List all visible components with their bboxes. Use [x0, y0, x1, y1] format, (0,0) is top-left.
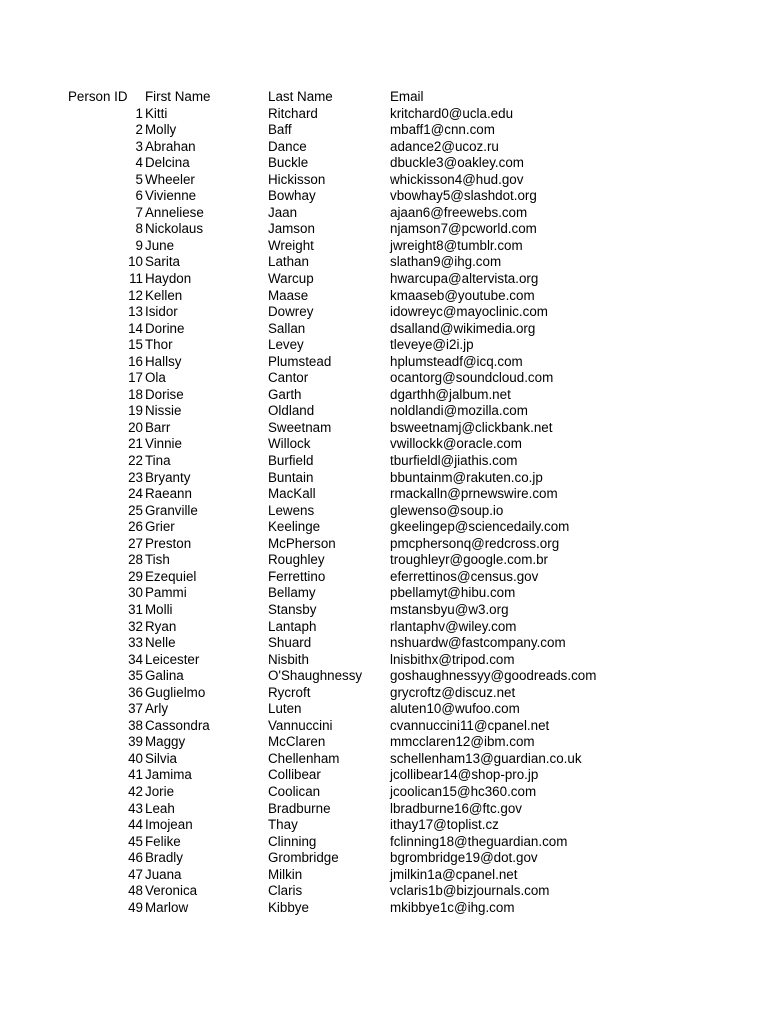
email-cell: bsweetnamj@clickbank.net [390, 419, 553, 435]
person-id-cell: 34 [128, 651, 143, 667]
last-name-cell: Burfield [268, 453, 314, 469]
person-id-cell: 29 [128, 568, 143, 584]
email-cell: kmaaseb@youtube.com [390, 287, 535, 303]
email-cell: aluten10@wufoo.com [390, 701, 520, 717]
email-cell: mstansbyu@w3.org [390, 601, 509, 617]
email-cell: mkibbye1c@ihg.com [390, 899, 515, 915]
first-name-cell: Juana [145, 866, 182, 882]
person-id-cell: 9 [135, 237, 143, 253]
table-row [0, 403, 768, 420]
last-name-cell: Dowrey [268, 304, 314, 320]
first-name-cell: Grier [145, 519, 175, 535]
person-id-cell: 3 [135, 138, 143, 154]
last-name-cell: Buckle [268, 155, 309, 171]
table-row [0, 453, 768, 470]
person-id-cell: 49 [128, 899, 143, 915]
last-name-cell: Ferrettino [268, 568, 326, 584]
first-name-cell: Veronica [145, 883, 198, 899]
first-name-cell: Vinnie [145, 436, 182, 452]
email-cell: tburfieldl@jiathis.com [390, 453, 518, 469]
email-cell: hplumsteadf@icq.com [390, 353, 523, 369]
last-name-cell: MacKall [268, 486, 316, 502]
person-id-cell: 32 [128, 618, 143, 634]
first-name-cell: Arly [145, 701, 169, 717]
email-cell: jwreight8@tumblr.com [390, 237, 523, 253]
table-row [0, 486, 768, 503]
email-cell: nshuardw@fastcompany.com [390, 635, 566, 651]
email-cell: pmcphersonq@redcross.org [390, 535, 560, 551]
first-name-cell: Wheeler [145, 171, 195, 187]
last-name-cell: Cantor [268, 370, 309, 386]
email-cell: mbaff1@cnn.com [390, 122, 495, 138]
table-row [0, 254, 768, 271]
last-name-cell: Wreight [268, 237, 314, 253]
email-cell: bgrombridge19@dot.gov [390, 850, 538, 866]
person-id-cell: 30 [128, 585, 143, 601]
email-cell: lbradburne16@ftc.gov [390, 800, 522, 816]
table-row [0, 619, 768, 636]
last-name-cell: Grombridge [268, 850, 339, 866]
person-id-cell: 7 [135, 204, 143, 220]
person-id-cell: 4 [135, 155, 143, 171]
last-name-cell: McClaren [268, 734, 326, 750]
header-first-name: First Name [145, 89, 211, 104]
first-name-cell: Sarita [145, 254, 180, 270]
first-name-cell: Isidor [145, 304, 178, 320]
table-row [0, 436, 768, 453]
person-id-cell: 38 [128, 717, 143, 733]
email-cell: kritchard0@ucla.edu [390, 105, 514, 121]
person-id-cell: 46 [128, 850, 143, 866]
person-id-cell: 26 [128, 519, 143, 535]
person-id-cell: 28 [128, 552, 143, 568]
header-person-id: Person ID [68, 89, 128, 104]
last-name-cell: Kibbye [268, 899, 309, 915]
last-name-cell: Baff [268, 122, 292, 138]
person-id-cell: 2 [135, 122, 143, 138]
first-name-cell: Preston [145, 535, 192, 551]
person-id-cell: 48 [128, 883, 143, 899]
last-name-cell: Sweetnam [268, 419, 332, 435]
last-name-cell: Milkin [268, 866, 303, 882]
first-name-cell: Dorine [145, 320, 185, 336]
email-cell: ocantorg@soundcloud.com [390, 370, 554, 386]
first-name-cell: Jorie [145, 783, 175, 799]
table-row [0, 718, 768, 735]
table-row [0, 321, 768, 338]
person-id-cell: 44 [128, 817, 143, 833]
person-table [0, 89, 768, 916]
email-cell: grycroftz@discuz.net [390, 684, 516, 700]
first-name-cell: Bradly [145, 850, 183, 866]
person-id-cell: 12 [128, 287, 143, 303]
table-row [0, 867, 768, 884]
first-name-cell: Bryanty [145, 469, 191, 485]
last-name-cell: Jamson [268, 221, 315, 237]
email-cell: dgarthh@jalbum.net [390, 386, 511, 402]
last-name-cell: Sallan [268, 320, 306, 336]
table-row [0, 668, 768, 685]
email-cell: slathan9@ihg.com [390, 254, 502, 270]
email-cell: vbowhay5@slashdot.org [390, 188, 537, 204]
person-id-cell: 43 [128, 800, 143, 816]
last-name-cell: Lathan [268, 254, 309, 270]
person-id-cell: 25 [128, 502, 143, 518]
table-row [0, 106, 768, 123]
table-row [0, 503, 768, 520]
person-id-cell: 47 [128, 866, 143, 882]
table-row [0, 122, 768, 139]
table-row [0, 238, 768, 255]
person-id-cell: 27 [128, 535, 143, 551]
email-cell: eferrettinos@census.gov [390, 568, 539, 584]
email-cell: troughleyr@google.com.br [390, 552, 548, 568]
person-id-cell: 13 [128, 304, 143, 320]
last-name-cell: Willock [268, 436, 311, 452]
person-id-cell: 8 [135, 221, 143, 237]
last-name-cell: Dance [268, 138, 307, 154]
first-name-cell: Maggy [145, 734, 186, 750]
email-cell: jcoolican15@hc360.com [390, 783, 537, 799]
first-name-cell: June [145, 237, 175, 253]
first-name-cell: Marlow [145, 899, 189, 915]
person-id-cell: 37 [128, 701, 143, 717]
person-id-cell: 21 [128, 436, 143, 452]
table-row [0, 652, 768, 669]
last-name-cell: Buntain [268, 469, 314, 485]
email-cell: mmcclaren12@ibm.com [390, 734, 535, 750]
table-row [0, 850, 768, 867]
header-last-name: Last Name [268, 89, 333, 104]
table-row [0, 569, 768, 586]
first-name-cell: Delcina [145, 155, 190, 171]
first-name-cell: Nickolaus [145, 221, 204, 237]
first-name-cell: Nissie [145, 403, 182, 419]
email-cell: vwillockk@oracle.com [390, 436, 522, 452]
last-name-cell: Bowhay [268, 188, 316, 204]
table-row [0, 304, 768, 321]
table-row [0, 734, 768, 751]
table-row [0, 883, 768, 900]
table-row [0, 635, 768, 652]
last-name-cell: Keelinge [268, 519, 321, 535]
person-id-cell: 40 [128, 750, 143, 766]
first-name-cell: Pammi [145, 585, 187, 601]
table-row [0, 817, 768, 834]
person-id-cell: 42 [128, 783, 143, 799]
table-row [0, 387, 768, 404]
first-name-cell: Vivienne [145, 188, 197, 204]
table-row [0, 155, 768, 172]
last-name-cell: McPherson [268, 535, 336, 551]
table-row [0, 172, 768, 189]
person-id-cell: 16 [128, 353, 143, 369]
table-row [0, 221, 768, 238]
email-cell: rmackalln@prnewswire.com [390, 486, 558, 502]
table-row [0, 701, 768, 718]
last-name-cell: Lewens [268, 502, 315, 518]
table-row [0, 370, 768, 387]
email-cell: fclinning18@theguardian.com [390, 833, 568, 849]
first-name-cell: Cassondra [145, 717, 210, 733]
table-row [0, 519, 768, 536]
person-id-cell: 39 [128, 734, 143, 750]
first-name-cell: Ezequiel [145, 568, 197, 584]
email-cell: schellenham13@guardian.co.uk [390, 750, 582, 766]
table-row [0, 536, 768, 553]
table-row [0, 685, 768, 702]
person-id-cell: 19 [128, 403, 143, 419]
email-cell: adance2@ucoz.ru [390, 138, 499, 154]
table-row [0, 354, 768, 371]
first-name-cell: Felike [145, 833, 181, 849]
table-body [0, 106, 768, 917]
person-id-cell: 41 [128, 767, 143, 783]
email-cell: tleveye@i2i.jp [390, 337, 474, 353]
table-row [0, 801, 768, 818]
last-name-cell: Levey [268, 337, 304, 353]
email-cell: dsalland@wikimedia.org [390, 320, 536, 336]
first-name-cell: Dorise [145, 386, 184, 402]
email-cell: lnisbithx@tripod.com [390, 651, 515, 667]
person-id-cell: 17 [128, 370, 143, 386]
last-name-cell: Plumstead [268, 353, 332, 369]
last-name-cell: Claris [268, 883, 303, 899]
table-row [0, 834, 768, 851]
last-name-cell: Clinning [268, 833, 317, 849]
table-row [0, 139, 768, 156]
person-id-cell: 35 [128, 668, 143, 684]
first-name-cell: Ryan [145, 618, 177, 634]
person-id-cell: 24 [128, 486, 143, 502]
first-name-cell: Barr [145, 419, 171, 435]
last-name-cell: Collibear [268, 767, 321, 783]
table-row [0, 585, 768, 602]
first-name-cell: Granville [145, 502, 198, 518]
table-row [0, 188, 768, 205]
first-name-cell: Leicester [145, 651, 200, 667]
first-name-cell: Imojean [145, 817, 193, 833]
person-id-cell: 22 [128, 453, 143, 469]
table-row [0, 205, 768, 222]
last-name-cell: Lantaph [268, 618, 317, 634]
table-header-row [0, 89, 768, 106]
first-name-cell: Nelle [145, 635, 176, 651]
first-name-cell: Tish [145, 552, 170, 568]
first-name-cell: Galina [145, 668, 184, 684]
last-name-cell: Luten [268, 701, 302, 717]
email-cell: bbuntainm@rakuten.co.jp [390, 469, 543, 485]
table-row [0, 337, 768, 354]
person-id-cell: 14 [128, 320, 143, 336]
last-name-cell: O'Shaughnessy [268, 668, 363, 684]
table-row [0, 751, 768, 768]
person-id-cell: 1 [135, 105, 143, 121]
last-name-cell: Oldland [268, 403, 315, 419]
first-name-cell: Haydon [145, 271, 192, 287]
email-cell: rlantaphv@wiley.com [390, 618, 517, 634]
first-name-cell: Jamima [145, 767, 192, 783]
last-name-cell: Stansby [268, 601, 317, 617]
last-name-cell: Nisbith [268, 651, 309, 667]
table-row [0, 552, 768, 569]
last-name-cell: Thay [268, 817, 298, 833]
first-name-cell: Leah [145, 800, 175, 816]
first-name-cell: Kitti [145, 105, 168, 121]
email-cell: ajaan6@freewebs.com [390, 204, 528, 220]
email-cell: gkeelingep@sciencedaily.com [390, 519, 570, 535]
last-name-cell: Vannuccini [268, 717, 333, 733]
first-name-cell: Anneliese [145, 204, 204, 220]
person-id-cell: 15 [128, 337, 143, 353]
person-id-cell: 45 [128, 833, 143, 849]
table-row [0, 470, 768, 487]
table-row [0, 602, 768, 619]
person-id-cell: 36 [128, 684, 143, 700]
person-id-cell: 20 [128, 419, 143, 435]
email-cell: hwarcupa@altervista.org [390, 271, 539, 287]
last-name-cell: Maase [268, 287, 309, 303]
email-cell: whickisson4@hud.gov [390, 171, 524, 187]
first-name-cell: Silvia [145, 750, 177, 766]
last-name-cell: Ritchard [268, 105, 318, 121]
table-row [0, 784, 768, 801]
email-cell: cvannuccini11@cpanel.net [390, 717, 550, 733]
first-name-cell: Hallsy [145, 353, 182, 369]
last-name-cell: Warcup [268, 271, 314, 287]
email-cell: vclaris1b@bizjournals.com [390, 883, 550, 899]
email-cell: goshaughnessyy@goodreads.com [390, 668, 597, 684]
email-cell: dbuckle3@oakley.com [390, 155, 524, 171]
first-name-cell: Ola [145, 370, 166, 386]
first-name-cell: Molly [145, 122, 177, 138]
person-id-cell: 23 [128, 469, 143, 485]
last-name-cell: Bellamy [268, 585, 316, 601]
email-cell: jmilkin1a@cpanel.net [390, 866, 518, 882]
first-name-cell: Raeann [145, 486, 192, 502]
last-name-cell: Shuard [268, 635, 312, 651]
first-name-cell: Kellen [145, 287, 183, 303]
table-row [0, 288, 768, 305]
person-id-cell: 18 [128, 386, 143, 402]
person-id-cell: 6 [135, 188, 143, 204]
person-id-cell: 5 [135, 171, 143, 187]
person-id-cell: 31 [128, 601, 143, 617]
last-name-cell: Chellenham [268, 750, 340, 766]
last-name-cell: Bradburne [268, 800, 331, 816]
table-row [0, 767, 768, 784]
first-name-cell: Thor [145, 337, 173, 353]
header-email: Email [390, 89, 424, 104]
person-id-cell: 10 [128, 254, 143, 270]
last-name-cell: Rycroft [268, 684, 311, 700]
email-cell: noldlandi@mozilla.com [390, 403, 528, 419]
person-id-cell: 33 [128, 635, 143, 651]
last-name-cell: Garth [268, 386, 302, 402]
email-cell: pbellamyt@hibu.com [390, 585, 516, 601]
first-name-cell: Guglielmo [145, 684, 206, 700]
first-name-cell: Molli [145, 601, 173, 617]
table-row [0, 420, 768, 437]
first-name-cell: Abrahan [145, 138, 196, 154]
email-cell: njamson7@pcworld.com [390, 221, 537, 237]
email-cell: jcollibear14@shop-pro.jp [390, 767, 539, 783]
table-row [0, 271, 768, 288]
last-name-cell: Roughley [268, 552, 325, 568]
person-id-cell: 11 [129, 271, 143, 287]
last-name-cell: Hickisson [268, 171, 326, 187]
last-name-cell: Coolican [268, 783, 321, 799]
last-name-cell: Jaan [268, 204, 298, 220]
email-cell: idowreyc@mayoclinic.com [390, 304, 548, 320]
first-name-cell: Tina [145, 453, 171, 469]
table-row [0, 900, 768, 917]
email-cell: glewenso@soup.io [390, 502, 504, 518]
email-cell: ithay17@toplist.cz [390, 817, 499, 833]
